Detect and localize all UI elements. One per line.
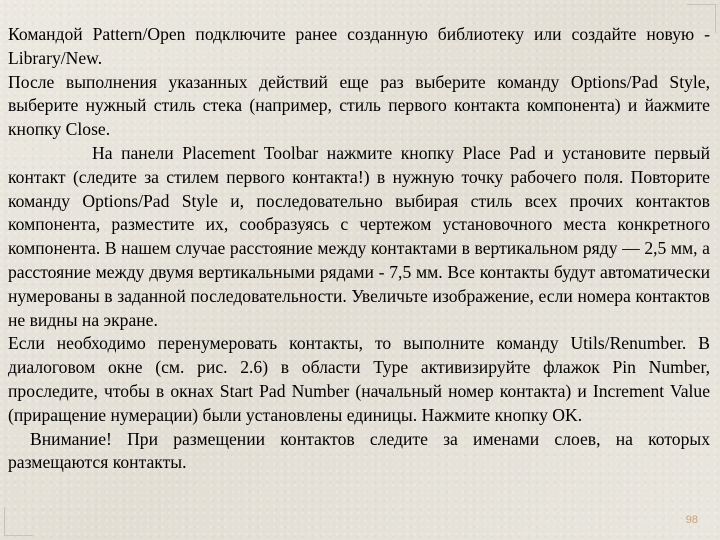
paragraph-renumber: Если необходимо перенумеровать контакты, то выполните команду Utils/Renumber. В диалоговом окне (см. рис. 2.6) в области Type активизируйте флажок Pin Number, проследите, чтобы в окнах Start Pad Number (начальный номер контакта) и Increment Value (приращение нумерации) были установлены единицы. Нажмите кнопку OK. — [8, 333, 710, 425]
paragraph-pad-style: После выполнения указанных действий еще раз выберите команду Options/Pad Style, выберите нужный стиль стека (например, стиль первого контакта компонента) и йажмите кнопку Close. — [8, 71, 710, 140]
paragraph-place-pad: На панели Placement Toolbar нажмите кнопку Place Pad и установите первый контакт (следите за стилем первого контакта!) в нужную точку рабочего поля. Повторите команду Options/Pad Style и, последовательно выбирая стиль всех прочих контактов компонента, разместите их, сообразуясь с чертежом установочного места конкретного компонента. В нашем случае расстояние между контактами в вертикальном ряду — 2,5 мм, а расстояние между двумя вертикальными рядами - 7,5 мм. Все контакты будут автоматически нумерованы в заданной последовательности. Увеличьте изображение, если номера контактов не видны на экране. — [8, 142, 710, 330]
paragraph-warning: Внимание! При размещении контактов следите за именами слоев, на которых размещаются контакты. — [8, 428, 710, 473]
paragraph-library: Командой Pattern/Open подключите ранее созданную библиотеку или создайте новую - Library/New. — [8, 24, 710, 68]
decorative-corner — [4, 507, 33, 536]
slide-number: 98 — [685, 514, 698, 526]
slide-text-body — [8, 23, 710, 475]
